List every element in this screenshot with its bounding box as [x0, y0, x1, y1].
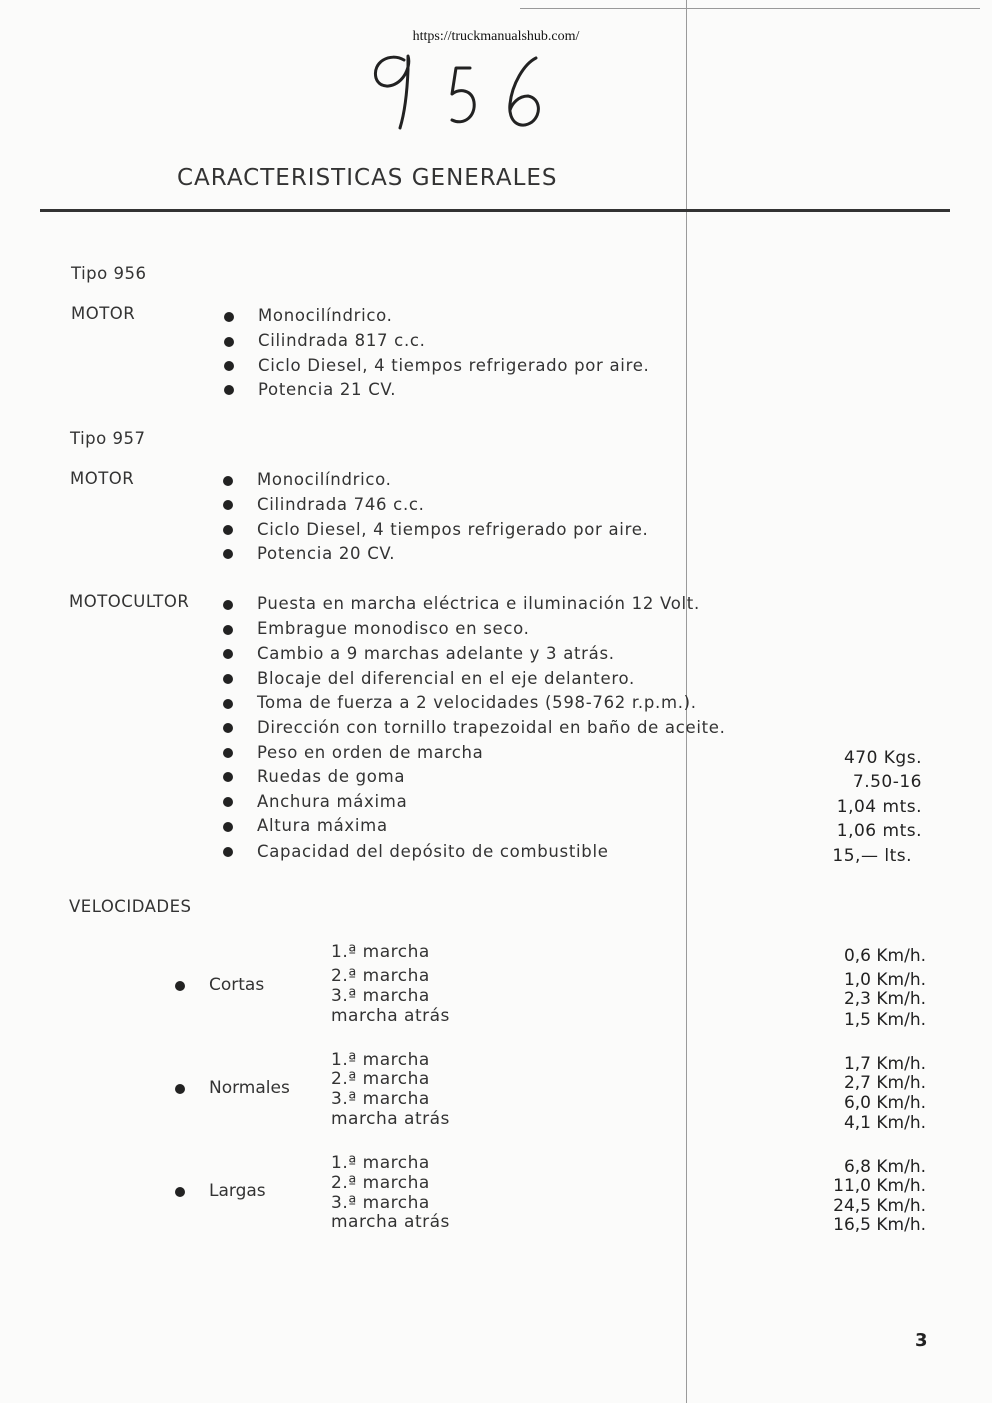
source-url: https://truckmanualshub.com/: [412, 29, 580, 44]
velocidades-label: VELOCIDADES: [69, 897, 192, 916]
bullet-icon: [223, 525, 233, 535]
list-item: Cilindrada 746 c.c.: [257, 495, 425, 514]
gear-label: 2.ª marcha: [331, 1173, 430, 1193]
bullet-icon: [223, 600, 233, 610]
list-item: Cilindrada 817 c.c.: [258, 331, 426, 350]
gear-label: 3.ª marcha: [331, 1089, 430, 1109]
list-item: Blocaje del diferencial en el eje delantero.: [257, 669, 635, 688]
list-item: Dirección con tornillo trapezoidal en baño de aceite.: [257, 718, 726, 737]
page-title: CARACTERISTICAS GENERALES: [177, 165, 558, 191]
bullet-icon: [223, 476, 233, 486]
gear-label: 2.ª marcha: [331, 966, 430, 986]
tipo-957-label: Tipo 957: [70, 429, 146, 448]
handwritten-model-number: [360, 40, 560, 140]
speed-group-name: Cortas: [209, 975, 265, 995]
bullet-icon: [223, 772, 233, 782]
speed-value: 2,3 Km/h.: [843, 989, 926, 1009]
gear-label: marcha atrás: [331, 1212, 450, 1232]
bullet-icon: [223, 748, 233, 758]
list-item: Puesta en marcha eléctrica e iluminación 12 Volt.: [257, 594, 700, 613]
gear-label: 3.ª marcha: [331, 1193, 430, 1213]
bullet-icon: [223, 699, 233, 709]
speed-value: 1,7 Km/h.: [843, 1054, 926, 1074]
gear-label: 1.ª marcha: [331, 1050, 430, 1070]
gear-label: 1.ª marcha: [331, 1153, 430, 1173]
bullet-icon: [223, 649, 233, 659]
list-item: Altura máxima: [257, 816, 388, 835]
speed-value: 11,0 Km/h.: [833, 1176, 926, 1196]
list-item: Peso en orden de marcha: [257, 743, 484, 762]
list-item: Capacidad del depósito de combustible: [257, 842, 609, 861]
bullet-icon: [224, 337, 234, 347]
list-item: Embrague monodisco en seco.: [257, 619, 530, 638]
list-item: Monocilíndrico.: [258, 306, 393, 325]
bullet-icon: [223, 549, 233, 559]
gear-label: marcha atrás: [331, 1109, 450, 1129]
tipo-956-label: Tipo 956: [71, 264, 147, 283]
bullet-icon: [224, 361, 234, 371]
speed-group-name: Normales: [209, 1078, 290, 1098]
page-number: 3: [915, 1330, 928, 1351]
bullet-icon: [175, 1084, 185, 1094]
gear-label: 2.ª marcha: [331, 1069, 430, 1089]
list-item: Toma de fuerza a 2 velocidades (598-762 r.p.m.).: [257, 693, 697, 712]
list-item: Monocilíndrico.: [257, 470, 392, 489]
tipo-957-motor-label: MOTOR: [70, 469, 135, 488]
tipo-956-motor-label: MOTOR: [71, 304, 136, 323]
speed-value: 0,6 Km/h.: [843, 946, 926, 966]
list-item: Ciclo Diesel, 4 tiempos refrigerado por aire.: [257, 520, 649, 539]
gear-label: 1.ª marcha: [331, 942, 430, 962]
bullet-icon: [223, 822, 233, 832]
speed-value: 6,0 Km/h.: [843, 1093, 926, 1113]
speed-value: 2,7 Km/h.: [843, 1073, 926, 1093]
scan-top-line: [520, 8, 980, 9]
speed-value: 24,5 Km/h.: [833, 1196, 926, 1216]
bullet-icon: [223, 797, 233, 807]
spec-value: 470 Kgs.: [843, 748, 922, 768]
list-item: Ciclo Diesel, 4 tiempos refrigerado por aire.: [258, 356, 650, 375]
bullet-icon: [223, 625, 233, 635]
list-item: Potencia 21 CV.: [258, 380, 397, 399]
spec-value: 1,04 mts.: [836, 797, 922, 817]
bullet-icon: [224, 385, 234, 395]
list-item: Potencia 20 CV.: [257, 544, 396, 563]
gear-label: 3.ª marcha: [331, 986, 430, 1006]
bullet-icon: [223, 847, 233, 857]
bullet-icon: [223, 500, 233, 510]
speed-value: 1,0 Km/h.: [843, 970, 926, 990]
speed-group-name: Largas: [209, 1181, 266, 1201]
speed-value: 16,5 Km/h.: [833, 1215, 926, 1235]
bullet-icon: [223, 723, 233, 733]
motocultor-label: MOTOCULTOR: [69, 592, 190, 611]
speed-value: 6,8 Km/h.: [843, 1157, 926, 1177]
list-item: Anchura máxima: [257, 792, 408, 811]
spec-value: 15,— lts.: [832, 846, 912, 866]
bullet-icon: [223, 674, 233, 684]
list-item: Ruedas de goma: [257, 767, 406, 786]
speed-value: 1,5 Km/h.: [843, 1010, 926, 1030]
bullet-icon: [175, 1187, 185, 1197]
speed-value: 4,1 Km/h.: [843, 1113, 926, 1133]
bullet-icon: [175, 981, 185, 991]
spec-value: 7.50-16: [852, 772, 922, 792]
bullet-icon: [224, 312, 234, 322]
spec-value: 1,06 mts.: [836, 821, 922, 841]
gear-label: marcha atrás: [331, 1006, 450, 1026]
list-item: Cambio a 9 marchas adelante y 3 atrás.: [257, 644, 615, 663]
title-divider: [40, 209, 950, 212]
